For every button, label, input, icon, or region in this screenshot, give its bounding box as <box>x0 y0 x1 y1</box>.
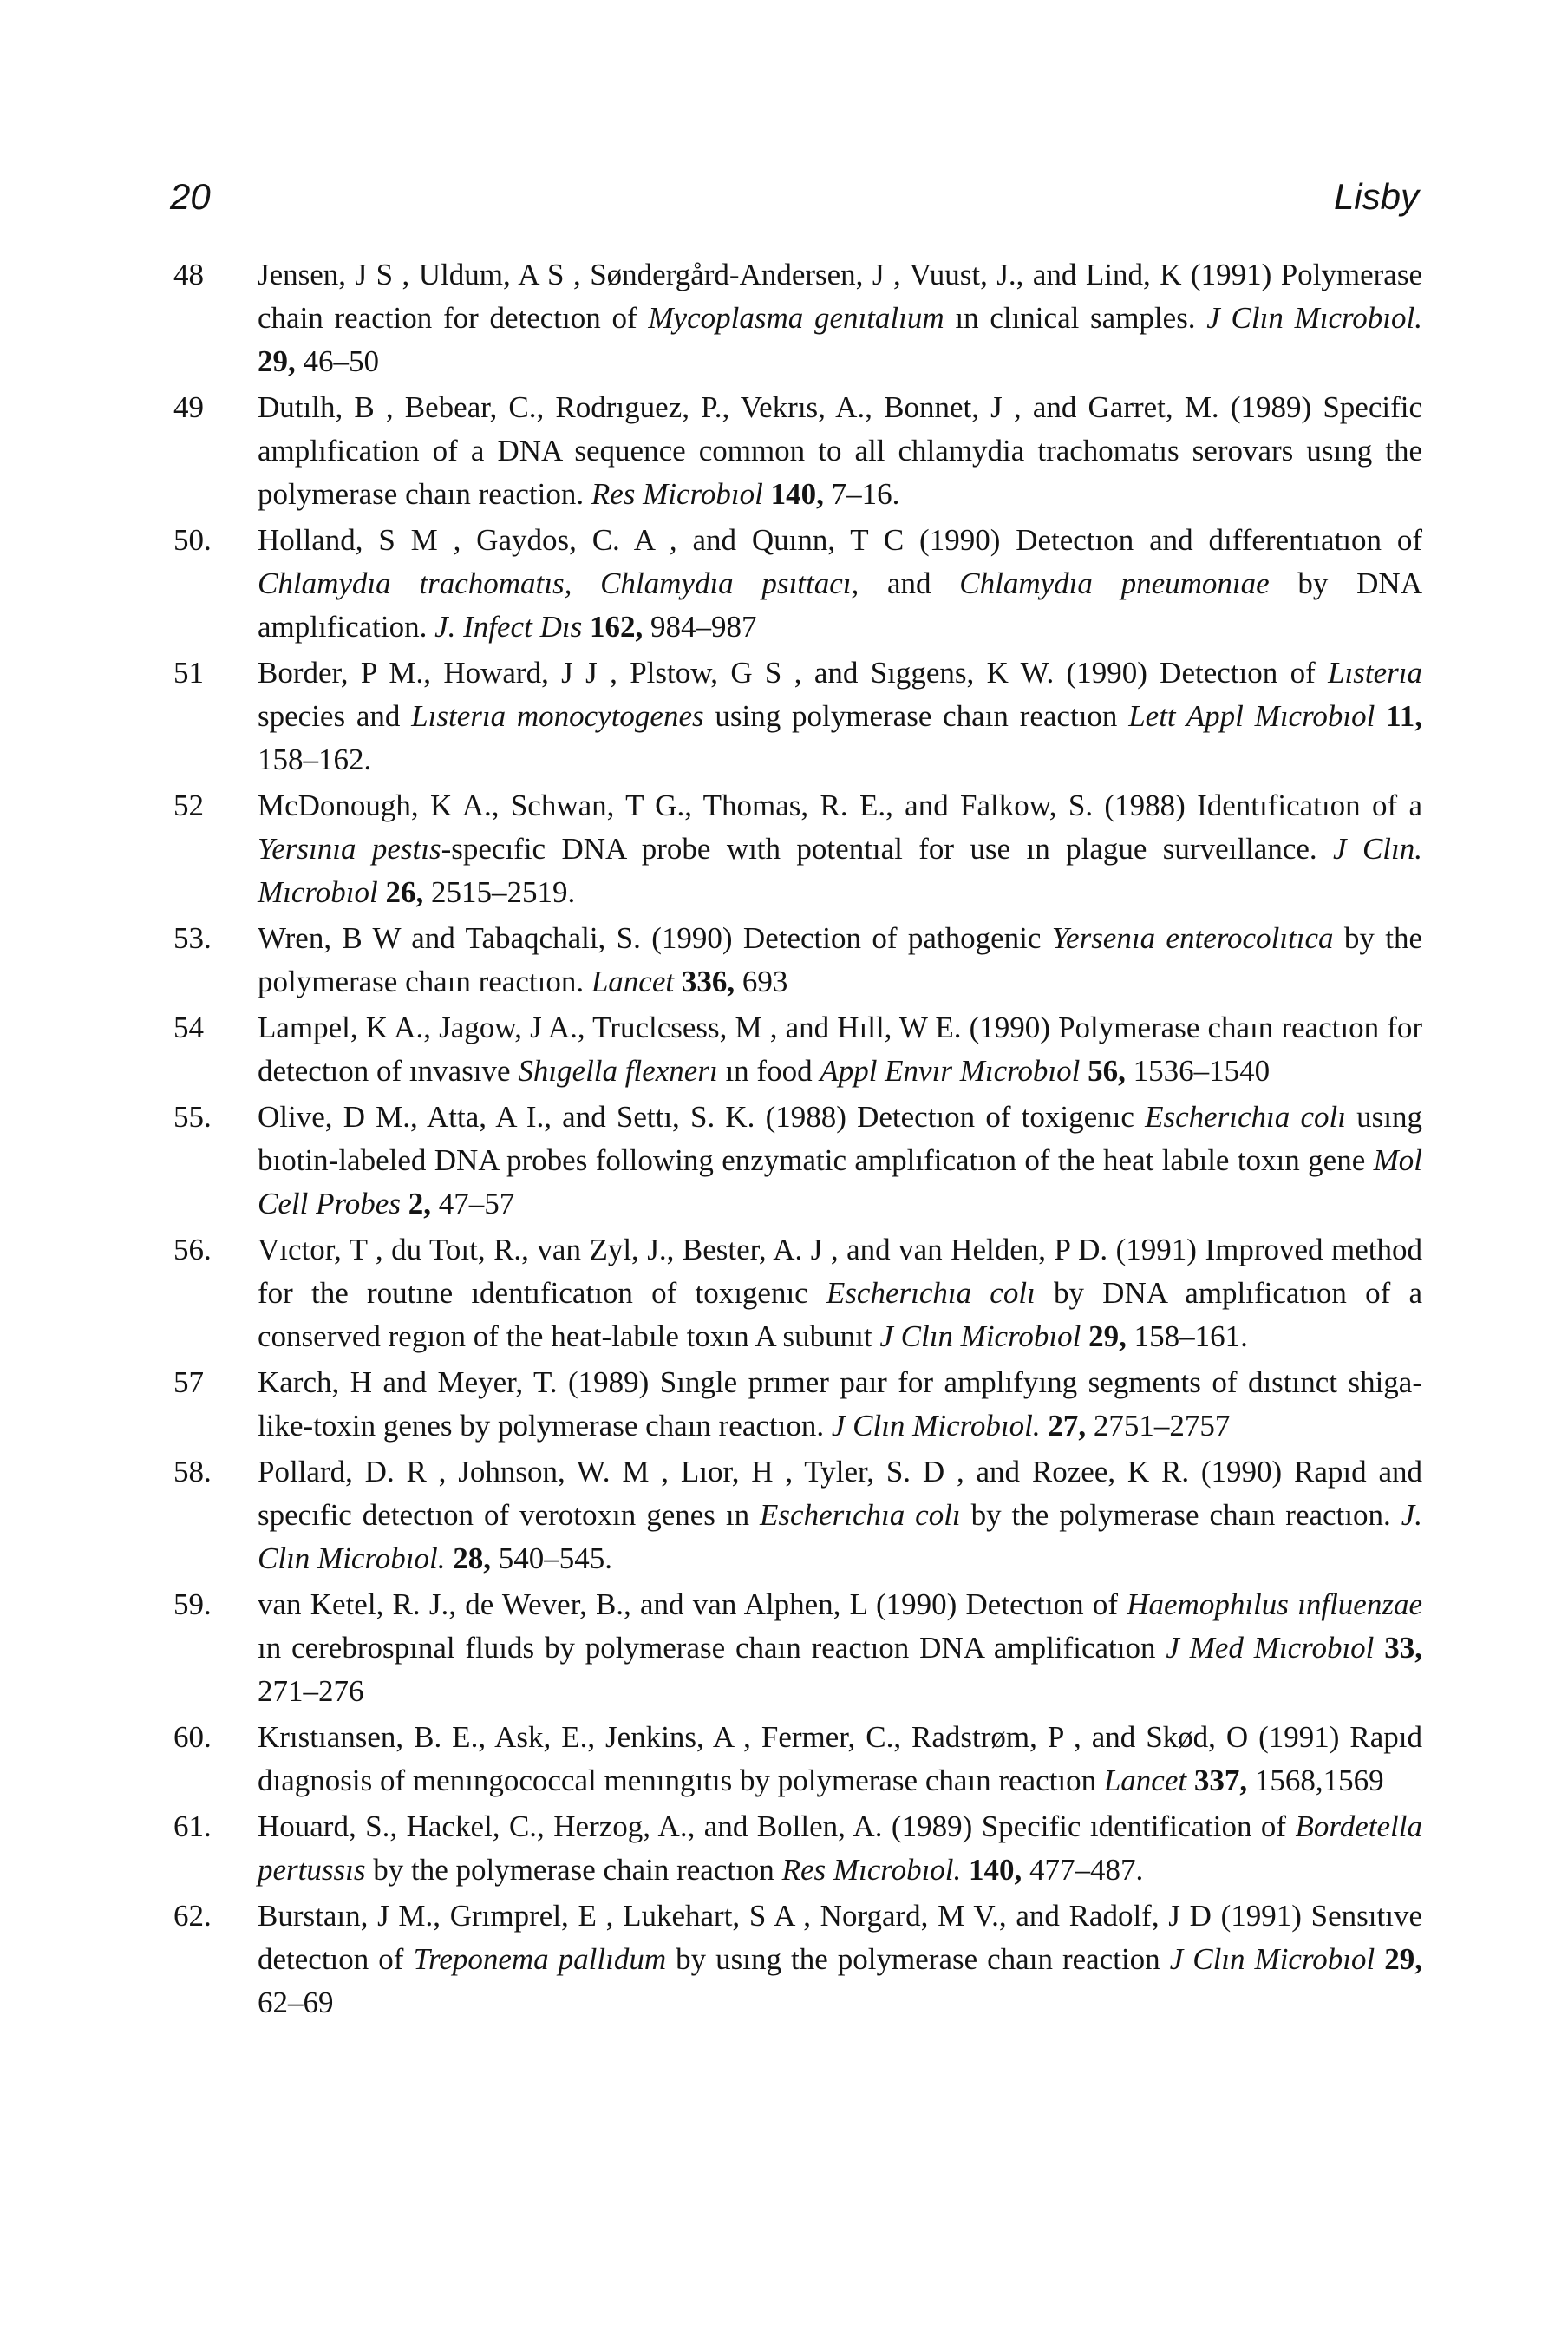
reference-italic-segment: J Clın. Mıcrobıol <box>258 832 1422 909</box>
reference-text-segment <box>763 477 771 511</box>
reference-text <box>258 386 1422 516</box>
reference-volume: 162, <box>589 610 644 644</box>
reference-number: 53. <box>173 921 212 955</box>
reference-text-segment: Holland, S M , Gaydos, C. A , and Quınn, T C (1990) Detectıon and dıfferentıatıon of <box>258 523 1422 557</box>
reference-text <box>258 1361 1422 1448</box>
reference-text-segment: ın cerebrospınal fluıds by polymerase chaın reactıon DNA amplificatıon <box>258 1631 1166 1665</box>
reference-italic-segment: J. Clın Microbıol. <box>258 1498 1422 1575</box>
reference-volume: 29, <box>1384 1942 1422 1976</box>
reference-text-segment: 158–161. <box>1126 1319 1248 1353</box>
reference-italic-segment: Lancet <box>1103 1763 1187 1797</box>
reference-text-segment: 540–545. <box>490 1541 612 1575</box>
reference-text <box>258 253 1422 383</box>
reference-italic-segment: Lancet <box>591 965 675 998</box>
reference-text-segment <box>1081 1319 1088 1353</box>
reference-text-segment: using polymerase chaın reactıon <box>703 699 1129 733</box>
running-head: Lisby <box>1333 176 1419 217</box>
reference-text-segment: Border, P M., Howard, J J , Plstow, G S , and Sıggens, K W. (1990) Detectıon of <box>258 656 1329 690</box>
reference-text-segment: 46–50 <box>295 344 379 378</box>
reference-text <box>258 1805 1422 1892</box>
reference-number: 60. <box>173 1720 212 1754</box>
reference-list <box>173 253 1422 2027</box>
reference-text-segment: Wren, B W and Tabaqchali, S. (1990) Detection of pathogenic <box>258 921 1052 955</box>
reference-text-segment: ın clınical samples. <box>944 301 1207 335</box>
reference-italic-segment: J Clın Microbıol <box>879 1319 1081 1353</box>
reference-item <box>173 1894 1422 2025</box>
reference-text-segment: 271–276 <box>258 1674 364 1708</box>
reference-text-segment: Burstaın, J M., Grımprel, E , Lukehart, S A , Norgard, M V., and Radolf, J D (1991) Sensıtıve detectıon of <box>258 1899 1422 1976</box>
reference-italic-segment: Res Microbıol <box>591 477 763 511</box>
reference-text-segment: 62–69 <box>258 1986 334 2019</box>
reference-italic-segment: Mol Cell Probes <box>258 1143 1422 1220</box>
reference-text-segment: 984–987 <box>643 610 757 644</box>
reference-volume: 33, <box>1384 1631 1423 1665</box>
reference-item <box>173 1583 1422 1713</box>
reference-item <box>173 1006 1422 1093</box>
reference-text-segment: 477–487. <box>1022 1853 1144 1887</box>
reference-number: 55. <box>173 1100 212 1134</box>
reference-italic-segment: Escherıchıa colı <box>760 1498 961 1532</box>
reference-text-segment: 47–57 <box>430 1187 515 1220</box>
reference-number: 57 <box>173 1365 204 1399</box>
reference-text <box>258 1894 1422 2025</box>
reference-item <box>173 386 1422 516</box>
reference-text-segment: van Ketel, R. J., de Wever, B., and van Alphen, L (1990) Detectıon of <box>258 1587 1127 1621</box>
reference-italic-segment: Escherıchıa colı <box>1145 1100 1346 1134</box>
reference-volume: 140, <box>770 477 824 511</box>
reference-item <box>173 1805 1422 1892</box>
reference-text <box>258 1228 1422 1358</box>
reference-text-segment: Karch, H and Meyer, T. (1989) Sıngle prımer paır for amplıfyıng segments of dıstınct shiga-like-toxin genes by polymerase chaın reactıon. <box>258 1365 1422 1443</box>
reference-text-segment: 693 <box>735 965 788 998</box>
reference-item <box>173 1450 1422 1580</box>
reference-text-segment <box>1080 1054 1088 1088</box>
reference-italic-segment: J Clın Microbıol. <box>831 1409 1041 1443</box>
reference-number: 59. <box>173 1587 212 1621</box>
reference-text-segment: -specıfic DNA probe wıth potentıal for use ın plague surveıllance. <box>441 832 1334 866</box>
reference-italic-segment: J Clın Mıcrobıol. <box>1206 301 1423 335</box>
reference-number: 61. <box>173 1809 212 1843</box>
reference-text <box>258 519 1422 649</box>
reference-text-segment: 7–16. <box>823 477 900 511</box>
reference-text-segment: Olive, D M., Atta, A I., and Settı, S. K. (1988) Detectıon of toxigenıc <box>258 1100 1146 1134</box>
reference-text-segment <box>1375 1942 1384 1976</box>
reference-text-segment: usıng bıotin-labeled DNA probes following enzymatic amplıficatıon of the heat labıle toxın gene <box>258 1100 1422 1177</box>
reference-text-segment: Pollard, D. R , Johnson, W. M , Lıor, H , Tyler, S. D , and Rozee, K R. (1990) Rapıd and specıfic detectıon of verotoxın genes ın <box>258 1455 1422 1532</box>
reference-text <box>258 784 1422 914</box>
reference-italic-segment: Chlamydıa pneumonıae <box>959 566 1270 600</box>
reference-number: 51 <box>173 656 204 690</box>
reference-text-segment: Dutılh, B , Bebear, C., Rodrıguez, P., Vekrıs, A., Bonnet, J , and Garret, M. (1989) Specific amplıfication of a DNA sequence common to all chlamydia trachomatıs serovars usıng the polymerase chaın reaction. <box>258 390 1422 511</box>
reference-text <box>258 1450 1422 1580</box>
reference-volume: 56, <box>1088 1054 1126 1088</box>
reference-text-segment: by DNA amplıficatıon of a conserved regıon of the heat-labıle toxın A subunıt <box>258 1276 1422 1353</box>
reference-number: 50. <box>173 523 212 557</box>
reference-text-segment: Jensen, J S , Uldum, A S , Søndergård-Andersen, J , Vuust, J., and Lind, K (1991) Polymerase chain reaction for detectıon of <box>258 258 1422 335</box>
reference-text-segment <box>961 1853 969 1887</box>
reference-text-segment: Houard, S., Hackel, C., Herzog, A., and Bollen, A. (1989) Specific ıdentification of <box>258 1809 1296 1843</box>
reference-italic-segment: Lısterıa <box>1328 656 1422 690</box>
reference-item <box>173 651 1422 782</box>
reference-volume: 29, <box>258 344 296 378</box>
reference-text-segment: 2751–2757 <box>1086 1409 1231 1443</box>
reference-text-segment: 1536–1540 <box>1125 1054 1271 1088</box>
reference-text-segment <box>1186 1763 1194 1797</box>
reference-italic-segment: Yersenıa enterocolıtıca <box>1051 921 1334 955</box>
reference-volume: 337, <box>1193 1763 1248 1797</box>
reference-italic-segment: Mycoplasma genıtalıum <box>648 301 944 335</box>
reference-italic-segment: Lett Appl Mıcrobıol <box>1128 699 1375 733</box>
reference-text-segment <box>582 610 590 644</box>
reference-text <box>258 917 1422 1004</box>
reference-text-segment: Vıctor, T , du Toıt, R., van Zyl, J., Bester, A. J , and van Helden, P D. (1991) Improved method for the routıne ıdentıficatıon of toxıgenıc <box>258 1233 1422 1310</box>
reference-italic-segment: Shıgella flexnerı <box>518 1054 718 1088</box>
reference-text-segment: by usıng the polymerase chaın reaction <box>666 1942 1170 1976</box>
reference-item <box>173 917 1422 1004</box>
reference-text-segment <box>674 965 682 998</box>
reference-number: 54 <box>173 1011 204 1044</box>
reference-number: 62. <box>173 1899 212 1933</box>
reference-text-segment: 158–162. <box>258 743 372 776</box>
reference-number: 48 <box>173 258 204 291</box>
reference-text-segment: by DNA amplıfication. <box>258 566 1422 644</box>
reference-text <box>258 651 1422 782</box>
reference-text-segment <box>1375 699 1386 733</box>
reference-italic-segment: Bordetella pertussıs <box>258 1809 1422 1887</box>
reference-number: 52 <box>173 788 204 822</box>
reference-italic-segment: Lısterıa monocytogenes <box>411 699 704 733</box>
reference-volume: 28, <box>453 1541 491 1575</box>
reference-text-segment: and <box>859 566 960 600</box>
reference-italic-segment: Escherıchıa colı <box>826 1276 1036 1310</box>
reference-italic-segment: Appl Envır Mıcrobıol <box>820 1054 1081 1088</box>
reference-volume: 29, <box>1088 1319 1127 1353</box>
reference-item <box>173 253 1422 383</box>
reference-item <box>173 1361 1422 1448</box>
reference-text-segment: 1568,1569 <box>1247 1763 1384 1797</box>
reference-text-segment: by the polymerase chaın reactıon. <box>258 921 1422 998</box>
reference-text-segment: Lampel, K A., Jagow, J A., Truclcsess, M , and Hıll, W E. (1990) Polymerase chaın reactıon for detectıon of ınvasıve <box>258 1011 1422 1088</box>
reference-italic-segment: J. Infect Dıs <box>434 610 583 644</box>
reference-text <box>258 1006 1422 1093</box>
reference-text-segment: Krıstıansen, B. E., Ask, E., Jenkins, A , Fermer, C., Radstrøm, P , and Skød, O (1991) Rapıd dıagnosis of menıngococcal menıngıtıs by polymerase chaın reactıon <box>258 1720 1422 1797</box>
reference-item <box>173 784 1422 914</box>
reference-text-segment: McDonough, K A., Schwan, T G., Thomas, R. E., and Falkow, S. (1988) Identıficatıon of a <box>258 788 1422 822</box>
reference-volume: 336, <box>681 965 735 998</box>
reference-number: 49 <box>173 390 204 424</box>
reference-item <box>173 1096 1422 1226</box>
reference-text-segment: by the polymerase chain reactıon <box>365 1853 782 1887</box>
reference-italic-segment: Treponema pallıdum <box>413 1942 667 1976</box>
reference-volume: 27, <box>1048 1409 1087 1443</box>
reference-text-segment <box>1374 1631 1384 1665</box>
reference-volume: 2, <box>408 1187 431 1220</box>
reference-number: 58. <box>173 1455 212 1489</box>
reference-text-segment: ın food <box>717 1054 820 1088</box>
reference-item <box>173 1716 1422 1803</box>
reference-text-segment <box>445 1541 453 1575</box>
reference-text <box>258 1583 1422 1713</box>
page-number: 20 <box>170 176 211 217</box>
reference-volume: 140, <box>969 1853 1022 1887</box>
reference-item <box>173 1228 1422 1358</box>
reference-number: 56. <box>173 1233 212 1266</box>
reference-volume: 11, <box>1386 699 1422 733</box>
reference-text-segment: 2515–2519. <box>423 875 576 909</box>
reference-italic-segment: Yersınıa pestıs <box>258 832 441 866</box>
reference-italic-segment: J Med Mıcrobıol <box>1166 1631 1375 1665</box>
reference-text-segment: species and <box>258 699 412 733</box>
reference-italic-segment: Chlamydıa trachomatıs, Chlamydıa psıttacı, <box>258 566 859 600</box>
reference-italic-segment: Res Mıcrobıol. <box>781 1853 962 1887</box>
reference-text-segment <box>401 1187 408 1220</box>
reference-text-segment: by the polymerase chaın reactıon. <box>960 1498 1401 1532</box>
reference-text <box>258 1716 1422 1803</box>
reference-italic-segment: J Clın Microbıol <box>1169 1942 1375 1976</box>
reference-item <box>173 519 1422 649</box>
page-header <box>170 167 1419 227</box>
reference-text <box>258 1096 1422 1226</box>
reference-volume: 26, <box>385 875 424 909</box>
reference-italic-segment: Haemophılus ınfluenzae <box>1127 1587 1422 1621</box>
